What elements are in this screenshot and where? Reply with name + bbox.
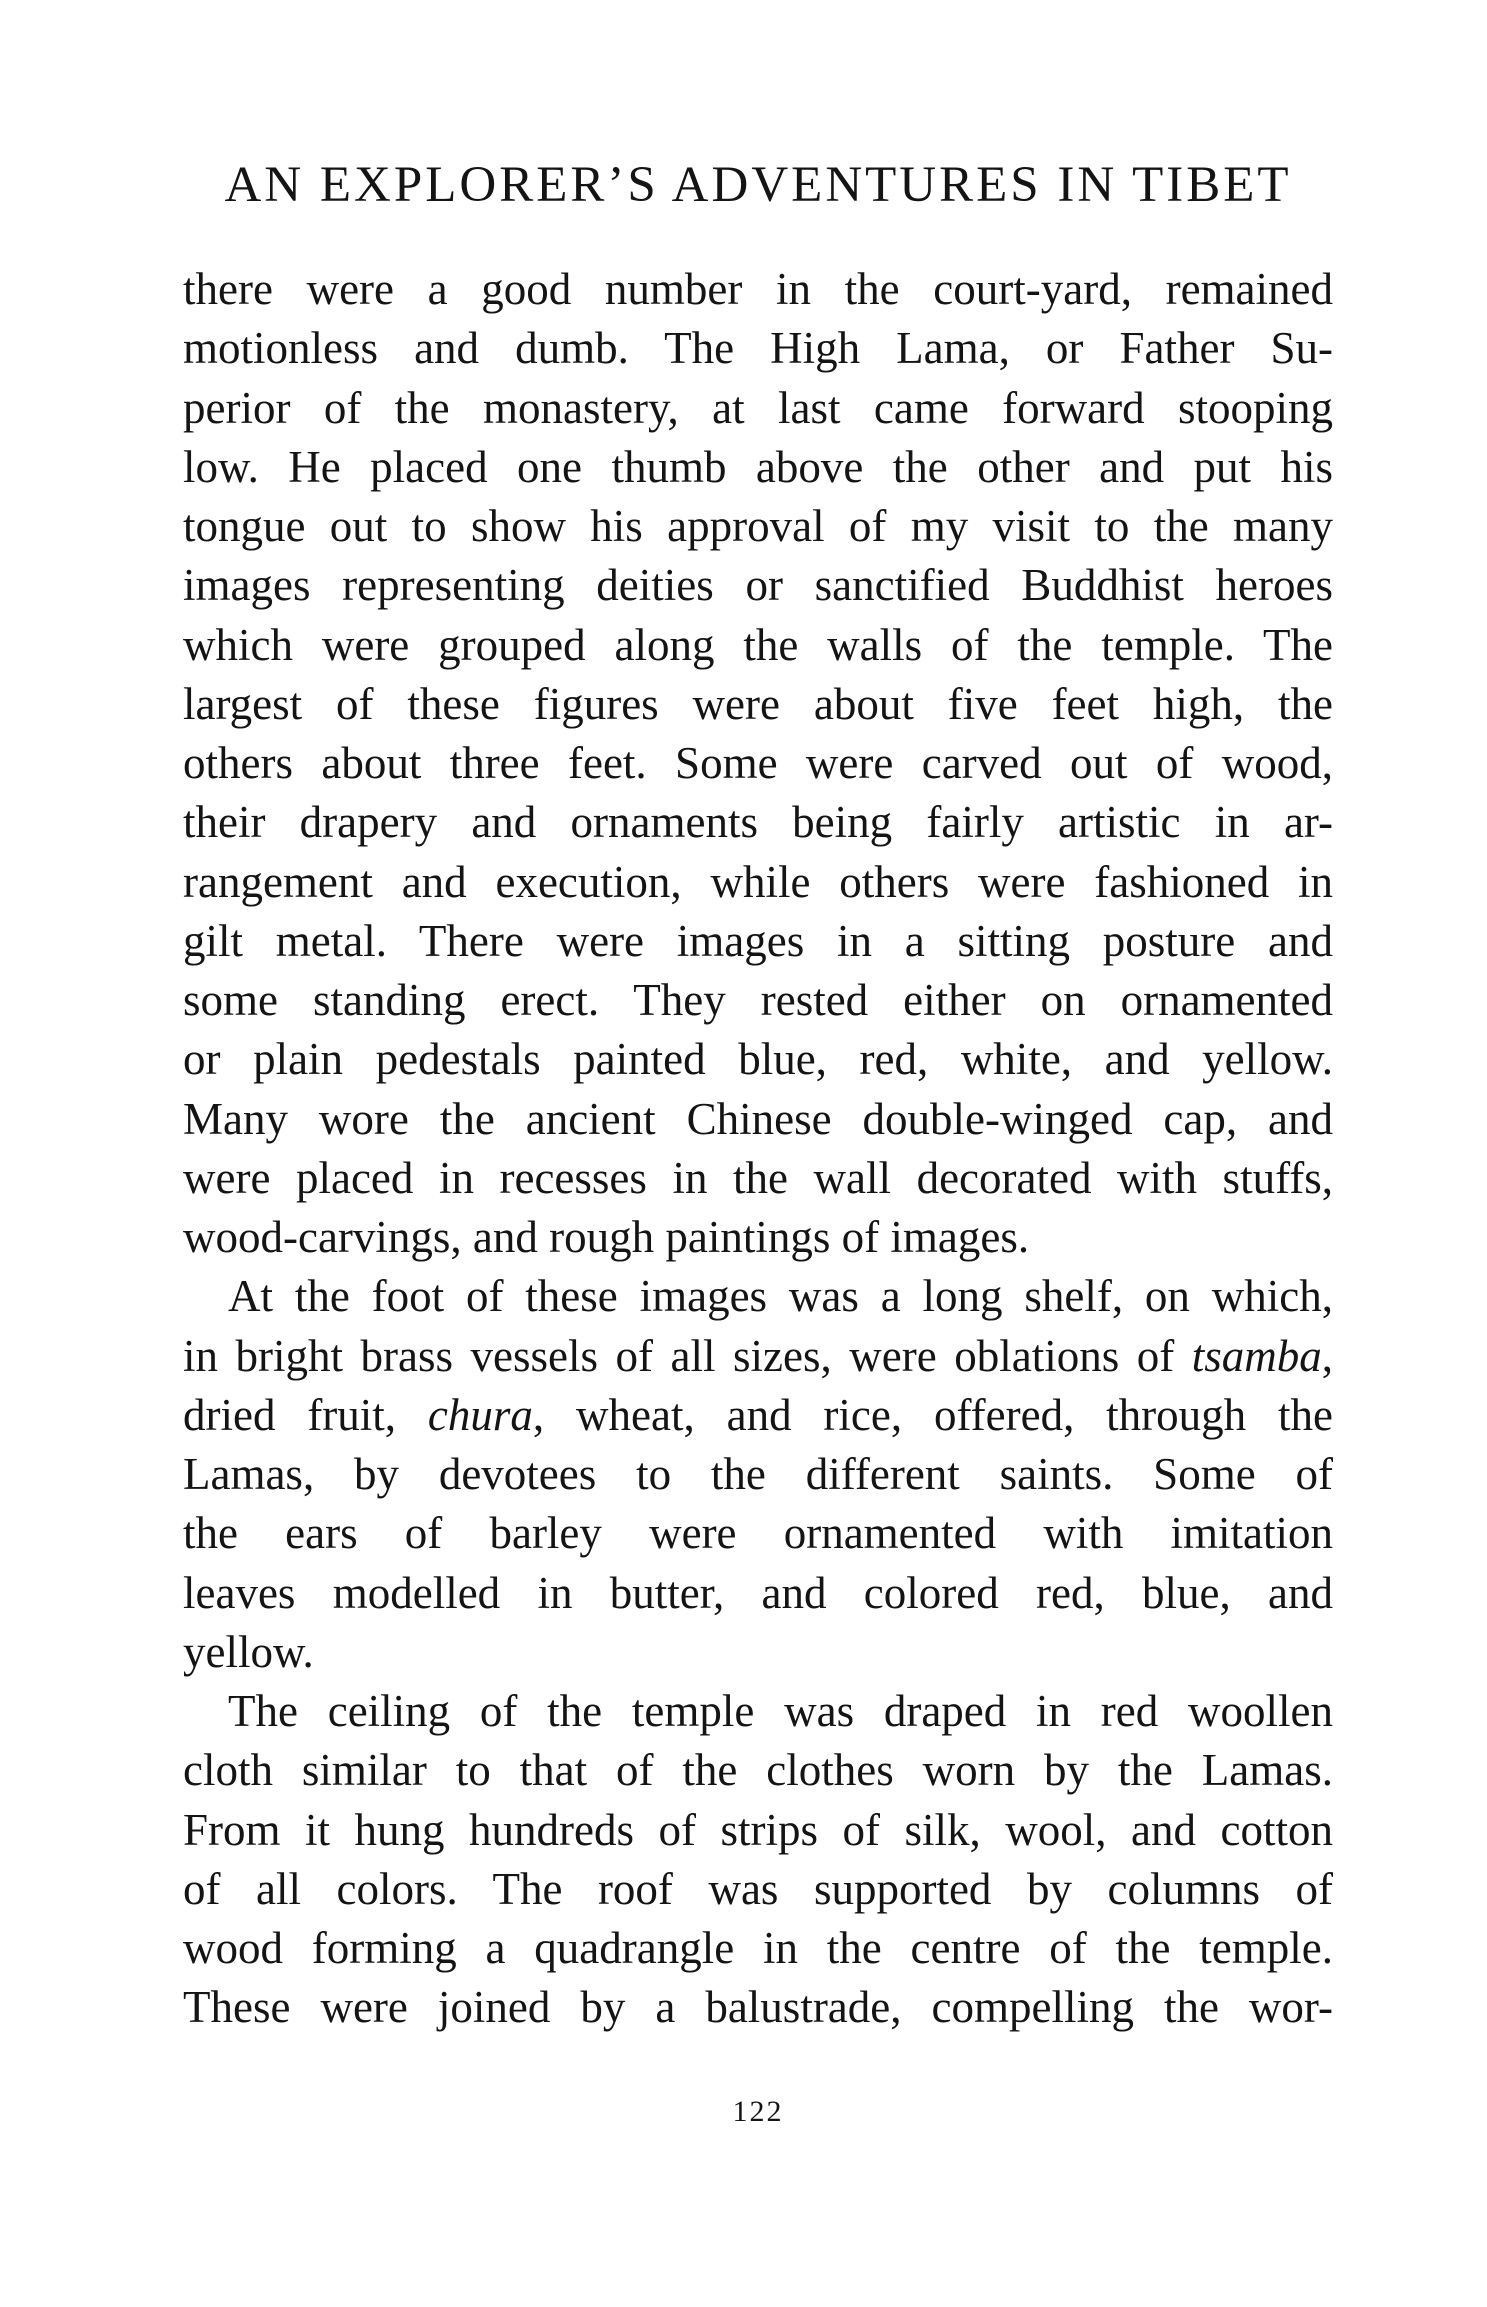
text-line: [183, 1445, 1333, 1504]
text-line: [183, 1090, 1333, 1149]
text-segment: images representing deities or sanctified Buddhist heroes: [183, 560, 1333, 611]
text-segment: some standing erect. They rested either on ornamented: [183, 975, 1333, 1025]
text-line: [183, 793, 1333, 852]
text-segment: ,: [1321, 1330, 1333, 1381]
text-line: [183, 1267, 1333, 1326]
text-segment: motionless and dumb. The High Lama, or Father Su-: [183, 323, 1333, 374]
text-segment: yellow.: [183, 1626, 314, 1677]
text-line: [183, 1860, 1333, 1919]
text-segment: of all colors. The roof was supported by columns of: [183, 1863, 1333, 1914]
text-line: [183, 379, 1333, 438]
text-line: [183, 1030, 1333, 1089]
text-line: [183, 260, 1333, 319]
text-segment: wood forming a quadrangle in the centre of the temple.: [183, 1923, 1333, 1973]
text-segment: were placed in recesses in the wall decorated with stuffs,: [183, 1152, 1333, 1203]
text-line: [183, 1386, 1333, 1445]
text-segment: These were joined by a balustrade, compelling the wor-: [183, 1982, 1333, 2033]
text-line: [183, 1741, 1333, 1800]
text-segment: tongue out to show his approval of my visit to the many: [183, 501, 1333, 551]
body-text: [183, 260, 1333, 2038]
text-segment: At the foot of these images was a long shelf, on which,: [228, 1271, 1333, 1322]
text-line: [183, 734, 1333, 793]
text-segment: there were a good number in the court-yard, remained: [183, 264, 1333, 314]
text-line: [183, 1801, 1333, 1860]
text-line: [183, 1564, 1333, 1623]
italic-term: tsamba: [1191, 1330, 1322, 1381]
running-head: AN EXPLORER’S ADVENTURES IN TIBET: [224, 157, 1292, 213]
text-segment: Lamas, by devotees to the different saints. Some of: [183, 1449, 1333, 1499]
text-line: [183, 616, 1333, 675]
text-line: [183, 1208, 1333, 1267]
text-segment: largest of these figures were about five feet high, the: [183, 678, 1333, 729]
text-segment: cloth similar to that of the clothes worn by the Lamas.: [183, 1745, 1333, 1796]
text-line: [183, 497, 1333, 556]
text-line: [183, 1623, 1333, 1682]
text-line: [183, 1919, 1333, 1978]
text-segment: wood-carvings, and rough paintings of images.: [183, 1212, 1030, 1262]
text-line: [183, 556, 1333, 615]
text-line: [183, 912, 1333, 971]
text-segment: dried fruit,: [183, 1389, 428, 1440]
text-segment: leaves modelled in butter, and colored red, blue, and: [183, 1567, 1333, 1618]
text-line: [183, 971, 1333, 1030]
text-segment: their drapery and ornaments being fairly artistic in ar-: [183, 797, 1333, 848]
text-segment: in bright brass vessels of all sizes, were oblations of: [183, 1330, 1192, 1381]
text-line: [183, 853, 1333, 912]
italic-term: chura: [427, 1389, 533, 1440]
text-segment: The ceiling of the temple was draped in red woollen: [228, 1686, 1333, 1736]
text-line: [183, 438, 1333, 497]
text-line: [183, 1149, 1333, 1208]
text-line: [183, 1327, 1333, 1386]
text-line: [183, 1682, 1333, 1741]
text-segment: gilt metal. There were images in a sitting posture and: [183, 915, 1333, 966]
text-line: [183, 1978, 1333, 2037]
text-segment: From it hung hundreds of strips of silk, wool, and cotton: [183, 1804, 1333, 1855]
text-line: [183, 675, 1333, 734]
page-number: 122: [732, 2095, 784, 2128]
text-segment: low. He placed one thumb above the other and put his: [183, 441, 1333, 492]
text-segment: perior of the monastery, at last came forward stooping: [183, 382, 1333, 433]
text-segment: which were grouped along the walls of the temple. The: [183, 619, 1333, 670]
text-segment: or plain pedestals painted blue, red, white, and yellow.: [183, 1034, 1333, 1085]
text-segment: the ears of barley were ornamented with imitation: [183, 1508, 1333, 1559]
text-segment: , wheat, and rice, offered, through the: [532, 1389, 1334, 1440]
text-line: [183, 1504, 1333, 1563]
text-segment: rangement and execution, while others were fashioned in: [183, 856, 1333, 907]
text-segment: Many wore the ancient Chinese double-winged cap, and: [183, 1093, 1333, 1144]
text-line: [183, 319, 1333, 378]
text-segment: others about three feet. Some were carved out of wood,: [183, 738, 1333, 788]
